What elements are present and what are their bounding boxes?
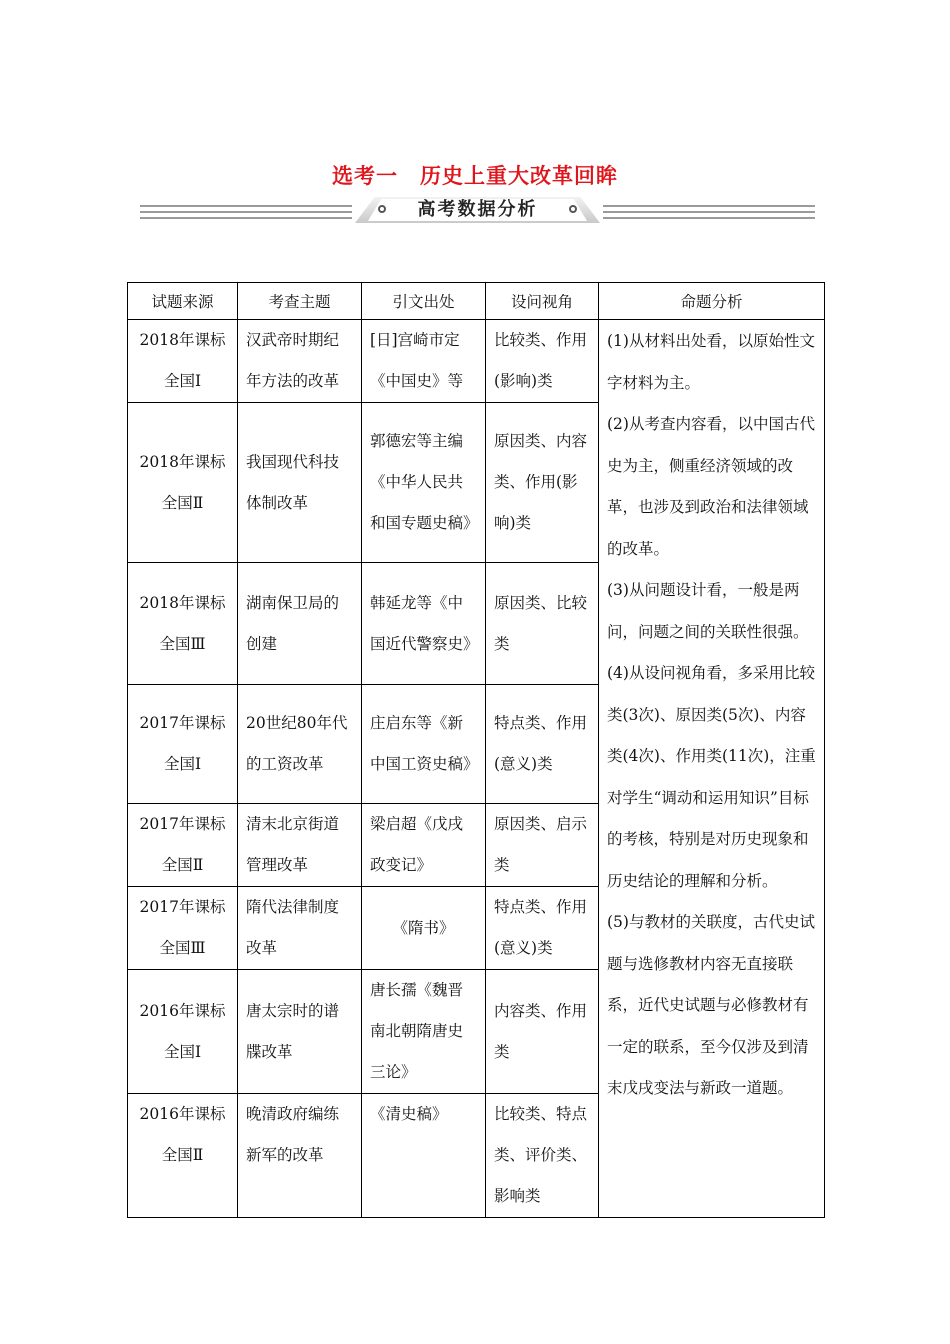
topic-cell bbox=[238, 320, 362, 403]
citation-text: [日]宫崎市定《中国史》等 bbox=[370, 331, 464, 390]
column-header: 试题来源 bbox=[128, 283, 238, 320]
angle-text: 原因类、启示类 bbox=[494, 815, 588, 874]
citation-text: 唐长孺《魏晋南北朝隋唐史三论》 bbox=[370, 981, 464, 1081]
citation-text: 庄启东等《新中国工资史稿》 bbox=[370, 714, 479, 773]
angle-text: 内容类、作用类 bbox=[494, 1001, 588, 1061]
source-region: 全国Ⅱ bbox=[161, 1146, 204, 1164]
source-cell bbox=[128, 1094, 238, 1218]
source-cell bbox=[128, 887, 238, 970]
source-year: 2016年课标 bbox=[139, 1105, 226, 1123]
angle-cell bbox=[486, 563, 599, 685]
source-region: 全国Ⅰ bbox=[163, 1042, 202, 1061]
angle-cell bbox=[486, 403, 599, 563]
table-row bbox=[128, 320, 825, 403]
banner-rule-right-1 bbox=[603, 205, 815, 207]
banner-rule-left-2 bbox=[140, 211, 352, 213]
page-title: 选考一 历史上重大改革回眸 bbox=[332, 164, 618, 188]
angle-cell bbox=[486, 1094, 599, 1218]
source-year: 2018年课标 bbox=[139, 331, 226, 349]
topic-cell bbox=[238, 804, 362, 887]
source-year: 2016年课标 bbox=[139, 1001, 226, 1020]
source-cell bbox=[128, 970, 238, 1094]
topic-text: 清末北京街道管理改革 bbox=[246, 815, 340, 874]
citation-cell bbox=[362, 320, 486, 403]
banner-rule-right-2 bbox=[603, 211, 815, 213]
topic-text: 湖南保卫局的创建 bbox=[246, 593, 340, 653]
topic-cell bbox=[238, 403, 362, 563]
citation-cell bbox=[362, 563, 486, 685]
analysis-table bbox=[127, 282, 825, 1218]
citation-text: 《隋书》 bbox=[392, 918, 455, 937]
banner-rule-right-3 bbox=[603, 217, 815, 219]
citation-cell bbox=[362, 1094, 486, 1218]
source-cell bbox=[128, 320, 238, 403]
citation-cell bbox=[362, 685, 486, 804]
angle-text: 比较类、作用(影响)类 bbox=[494, 331, 588, 390]
citation-cell bbox=[362, 403, 486, 563]
angle-cell bbox=[486, 804, 599, 887]
column-header: 设问视角 bbox=[486, 283, 599, 320]
topic-text: 唐太宗时的谱牒改革 bbox=[246, 1001, 340, 1061]
section-banner bbox=[140, 196, 815, 224]
topic-text: 20世纪80年代的工资改革 bbox=[246, 714, 348, 773]
source-cell bbox=[128, 804, 238, 887]
topic-text: 我国现代科技体制改革 bbox=[246, 452, 340, 512]
source-region: 全国Ⅰ bbox=[163, 755, 202, 773]
citation-text: 韩延龙等《中国近代警察史》 bbox=[370, 593, 479, 653]
column-header: 命题分析 bbox=[599, 283, 825, 320]
banner-rule-left-3 bbox=[140, 217, 352, 219]
column-header: 考查主题 bbox=[238, 283, 362, 320]
angle-text: 比较类、特点类、评价类、影响类 bbox=[494, 1105, 588, 1205]
citation-cell bbox=[362, 804, 486, 887]
topic-cell bbox=[238, 563, 362, 685]
topic-cell bbox=[238, 970, 362, 1094]
topic-text: 隋代法律制度改革 bbox=[246, 898, 340, 957]
angle-cell bbox=[486, 685, 599, 804]
topic-cell bbox=[238, 887, 362, 970]
source-cell bbox=[128, 685, 238, 804]
source-year: 2017年课标 bbox=[139, 714, 226, 732]
topic-cell bbox=[238, 1094, 362, 1218]
analysis-point: (5)与教材的关联度，古代史试题与选修教材内容无直接联系，近代史试题与必修教材有一定的联系，至今仅涉及到清末戊戌变法与新政一道题。 bbox=[607, 913, 815, 1097]
angle-cell bbox=[486, 320, 599, 403]
source-year: 2018年课标 bbox=[139, 452, 226, 471]
source-region: 全国Ⅱ bbox=[161, 493, 204, 512]
angle-cell bbox=[486, 970, 599, 1094]
angle-text: 特点类、作用(意义)类 bbox=[494, 898, 588, 957]
citation-cell bbox=[362, 970, 486, 1094]
source-region: 全国Ⅱ bbox=[161, 856, 204, 874]
topic-cell bbox=[238, 685, 362, 804]
citation-text: 梁启超《戊戌政变记》 bbox=[370, 815, 464, 874]
angle-cell bbox=[486, 887, 599, 970]
analysis-point: (2)从考查内容看，以中国古代史为主，侧重经济领域的改革，也涉及到政治和法律领域的改革。 bbox=[607, 415, 815, 558]
source-year: 2018年课标 bbox=[139, 593, 226, 612]
analysis-cell bbox=[599, 320, 825, 1218]
angle-text: 原因类、内容类、作用(影响)类 bbox=[494, 432, 588, 532]
analysis-point: (4)从设问视角看，多采用比较类(3次)、原因类(5次)、内容类(4次)、作用类(11次)，注重对学生“调动和运用知识”目标的考核，特别是对历史现象和历史结论的理解和分析。 bbox=[607, 664, 816, 890]
table-header-row bbox=[128, 283, 825, 320]
column-header: 引文出处 bbox=[362, 283, 486, 320]
angle-text: 原因类、比较类 bbox=[494, 593, 588, 653]
banner-rule-left-1 bbox=[140, 205, 352, 207]
source-region: 全国Ⅲ bbox=[159, 634, 206, 653]
angle-text: 特点类、作用(意义)类 bbox=[494, 714, 588, 773]
source-cell bbox=[128, 563, 238, 685]
source-year: 2017年课标 bbox=[139, 815, 226, 833]
topic-text: 晚清政府编练新军的改革 bbox=[246, 1105, 340, 1164]
source-cell bbox=[128, 403, 238, 563]
source-region: 全国Ⅲ bbox=[159, 939, 206, 957]
banner-label: 高考数据分析 bbox=[417, 199, 538, 220]
analysis-point: (3)从问题设计看，一般是两问，问题之间的关联性很强。 bbox=[607, 581, 809, 641]
analysis-point: (1)从材料出处看，以原始性文字材料为主。 bbox=[607, 332, 815, 392]
citation-cell bbox=[362, 887, 486, 970]
citation-text: 《清史稿》 bbox=[370, 1105, 448, 1123]
topic-text: 汉武帝时期纪年方法的改革 bbox=[246, 331, 340, 390]
source-year: 2017年课标 bbox=[139, 898, 226, 916]
source-region: 全国Ⅰ bbox=[163, 372, 202, 390]
citation-text: 郭德宏等主编《中华人民共和国专题史稿》 bbox=[370, 432, 479, 532]
